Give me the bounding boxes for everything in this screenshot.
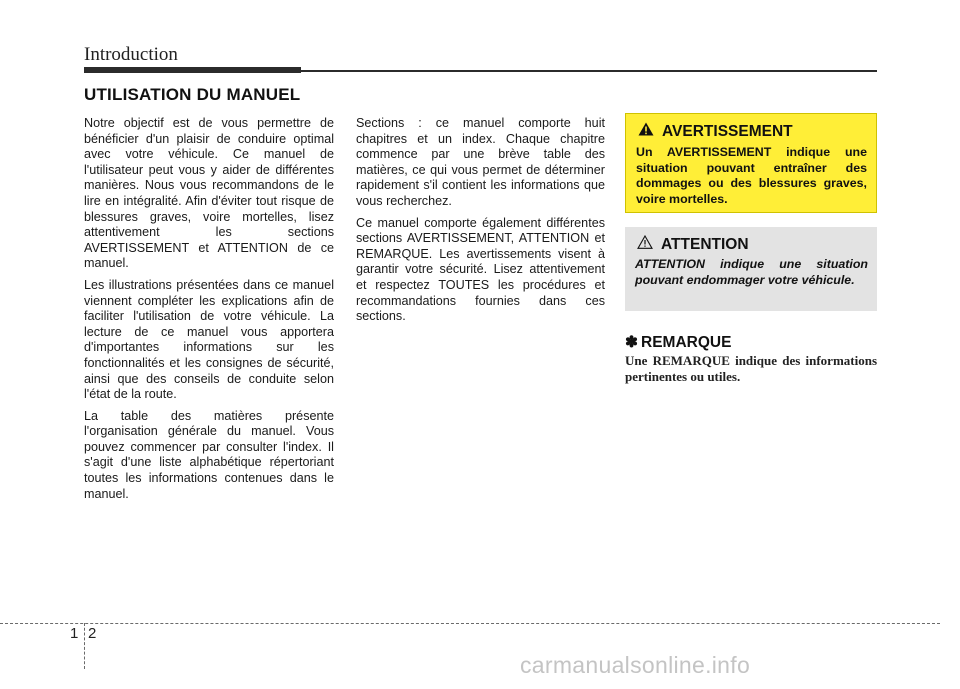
column-middle bbox=[356, 116, 605, 331]
footer-divider bbox=[84, 623, 85, 669]
paragraph: Sections : ce manuel comporte huit chapitres et un index. Chaque chapitre commence par une brève table des matières, ce qui vous permet de déterminer rapidement s'il contient les informations que vous recherchez. bbox=[356, 116, 605, 208]
warning-title: AVERTISSEMENT bbox=[662, 122, 793, 140]
section-title: UTILISATION DU MANUEL bbox=[84, 85, 301, 104]
caution-box bbox=[625, 227, 877, 311]
caution-title: ATTENTION bbox=[661, 235, 749, 253]
column-left bbox=[84, 116, 334, 508]
note-asterisk-icon: ✽ bbox=[625, 334, 638, 351]
caution-header bbox=[635, 235, 868, 254]
note-text: Une REMARQUE indique des informations pertinentes ou utiles. bbox=[625, 353, 877, 384]
note-header bbox=[625, 333, 731, 352]
paragraph: Ce manuel comporte également différentes sections AVERTISSEMENT, ATTENTION et REMARQUE. Les avertissements visent à garantir votre sécurité. Lisez attentivement et respectez TOUTES les procédures et recommandations fournies dans ces sections. bbox=[356, 215, 605, 324]
footer-rule bbox=[0, 623, 940, 624]
warning-box bbox=[625, 113, 877, 213]
page-header-title: Introduction bbox=[84, 44, 178, 65]
paragraph: Notre objectif est de vous permettre de bénéficier d'un plaisir de conduire optimal avec votre véhicule. Ce manuel de l'utilisateur peut vous y aider de différentes manières. Nous vous recommandons de le lire en intégralité. Afin d'éviter tout risque de blessures graves, voire mortelles, lisez attentivement les sections AVERTISSEMENT et ATTENTION de ce manuel. bbox=[84, 116, 334, 271]
watermark: carmanualsonline.info bbox=[520, 652, 751, 678]
note-title: REMARQUE bbox=[641, 333, 732, 351]
warning-text: Un AVERTISSEMENT indique une situation pouvant entraîner des dommages ou des blessures graves, voire mortelles. bbox=[636, 145, 867, 206]
caution-text: ATTENTION indique une situation pouvant endommager votre véhicule. bbox=[635, 257, 868, 287]
page-number: 2 bbox=[88, 625, 97, 642]
chapter-number: 1 bbox=[70, 625, 79, 642]
paragraph: Les illustrations présentées dans ce manuel viennent compléter les explications afin de faciliter l'utilisation de votre véhicule. La lecture de ce manuel vous apportera d'importantes informations sur les fonctionnalités et les consignes de sécurité, ainsi que des conseils de conduite selon l'état de la route. bbox=[84, 277, 334, 402]
header-rule bbox=[301, 70, 877, 72]
warning-triangle-icon bbox=[638, 122, 654, 141]
header-bar-thick bbox=[84, 67, 301, 73]
caution-triangle-icon bbox=[637, 235, 653, 254]
warning-header bbox=[636, 122, 867, 141]
paragraph: La table des matières présente l'organisation générale du manuel. Vous pouvez commencer par consulter l'index. Il s'agit d'une liste alphabétique répertoriant toutes les informations contenues dans le manuel. bbox=[84, 408, 334, 501]
